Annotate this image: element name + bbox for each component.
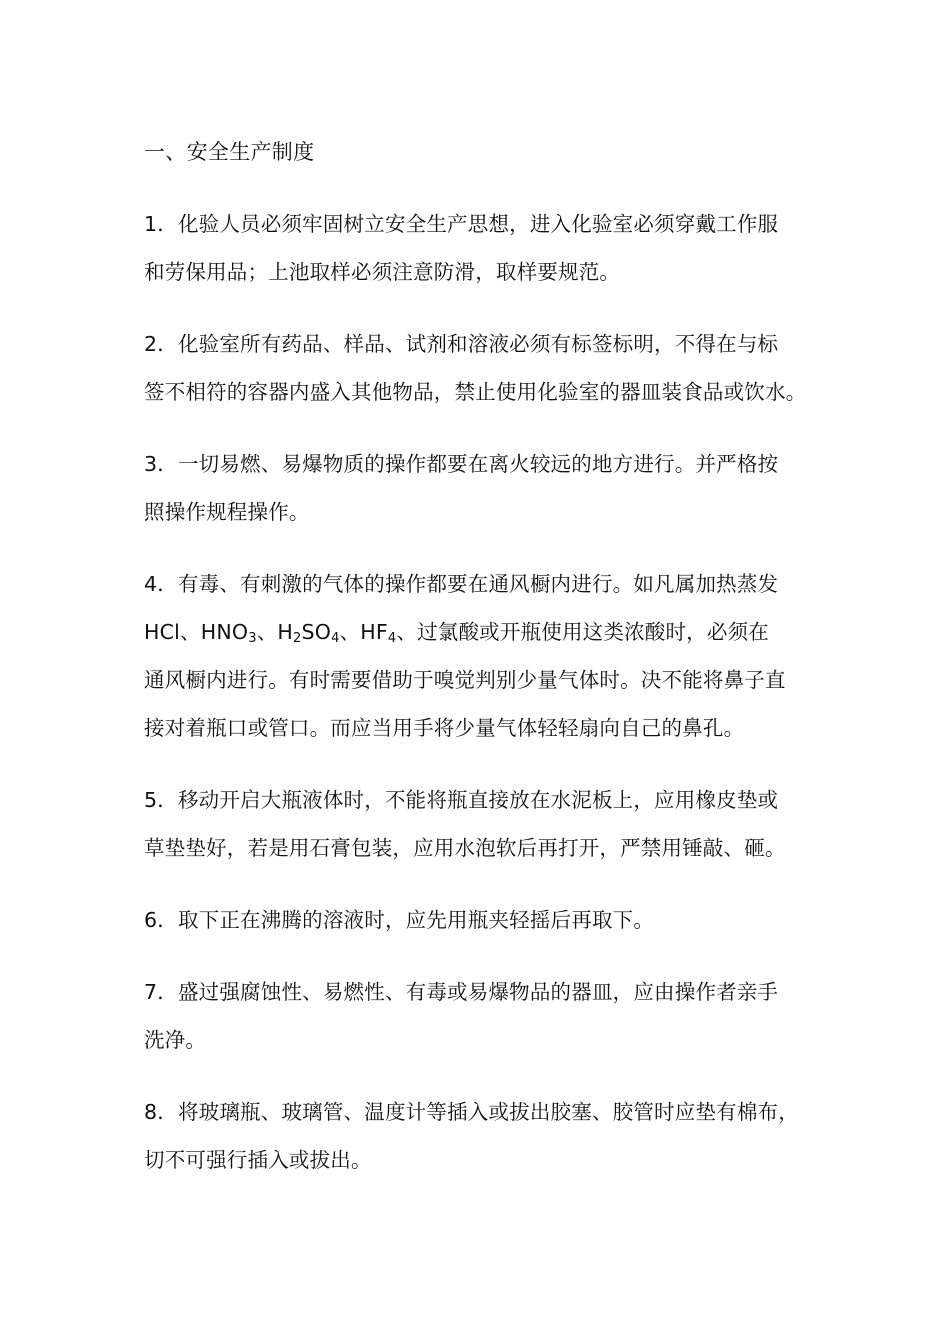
formula-h2so4-so-sub: 4: [331, 631, 340, 646]
formula-h2so4-so: SO: [301, 620, 332, 644]
rule-1: [144, 200, 816, 296]
rule-8-line-1: 8．将玻璃瓶、玻璃管、温度计等插入或拔出胶塞、胶管时应垫有棉布，: [144, 1100, 799, 1124]
rule-5-line-1: 5．移动开启大瓶液体时，不能将瓶直接放在水泥板上，应用橡皮垫或: [144, 788, 779, 812]
rule-2-line-2: 签不相符的容器内盛入其他物品，禁止使用化验室的器皿装食品或饮水。: [144, 380, 807, 404]
rule-1-line-1: 1．化验人员必须牢固树立安全生产思想，进入化验室必须穿戴工作服: [144, 212, 779, 236]
formula-sep-2: 、: [339, 620, 361, 644]
rule-5-line-2: 草垫垫好，若是用石膏包装，应用水泡软后再打开，严禁用锤敲、砸。: [144, 836, 786, 860]
formula-hno3-base: HNO: [200, 620, 249, 644]
rule-3-line-1: 3．一切易燃、易爆物质的操作都要在离火较远的地方进行。并严格按: [144, 452, 779, 476]
rule-6: [144, 896, 816, 944]
rule-3: [144, 440, 816, 536]
formula-hno3-sub: 3: [248, 631, 257, 646]
formula-rest: 、过氯酸或开瓶使用这类浓酸时，必须在: [396, 620, 769, 644]
rule-8: [144, 1088, 816, 1184]
rule-3-line-2: 照操作规程操作。: [144, 500, 310, 524]
rule-2-line-1: 2．化验室所有药品、样品、试剂和溶液必须有标签标明，不得在与标: [144, 332, 779, 356]
rule-4-formula-line: [144, 608, 816, 656]
rule-2: [144, 320, 816, 416]
rule-1-line-2: 和劳保用品；上池取样必须注意防滑，取样要规范。: [144, 260, 621, 284]
formula-hcl: HCl、: [144, 620, 201, 644]
formula-sep-1: 、: [256, 620, 278, 644]
rule-7-line-2: 洗净。: [144, 1028, 207, 1052]
document-body: [144, 128, 816, 1208]
formula-h2so4: [277, 620, 339, 644]
formula-hno3: [201, 620, 257, 644]
formula-hf4-sub: 4: [387, 631, 397, 646]
formula-h2so4-h: H: [277, 620, 294, 644]
rule-4-line-3: 通风橱内进行。有时需要借助于嗅觉判别少量气体时。决不能将鼻子直: [144, 668, 786, 692]
section-heading: 一、安全生产制度: [144, 140, 315, 164]
rule-8-line-2: 切不可强行插入或拔出。: [144, 1148, 372, 1172]
formula-hf4: [360, 620, 396, 644]
rule-4-line-4: 接对着瓶口或管口。而应当用手将少量气体轻轻扇向自己的鼻孔。: [144, 716, 745, 740]
rule-6-line-1: 6．取下正在沸腾的溶液时，应先用瓶夹轻摇后再取下。: [144, 908, 655, 932]
rule-4-line-1: 4．有毒、有刺激的气体的操作都要在通风橱内进行。如凡属加热蒸发: [144, 572, 779, 596]
formula-hf4-base: HF: [360, 620, 388, 644]
rule-5: [144, 776, 816, 872]
formula-h2so4-h-sub: 2: [293, 631, 302, 646]
rule-7-line-1: 7．盛过强腐蚀性、易燃性、有毒或易爆物品的器皿，应由操作者亲手: [144, 980, 779, 1004]
rule-7: [144, 968, 816, 1064]
rule-4: [144, 560, 816, 752]
